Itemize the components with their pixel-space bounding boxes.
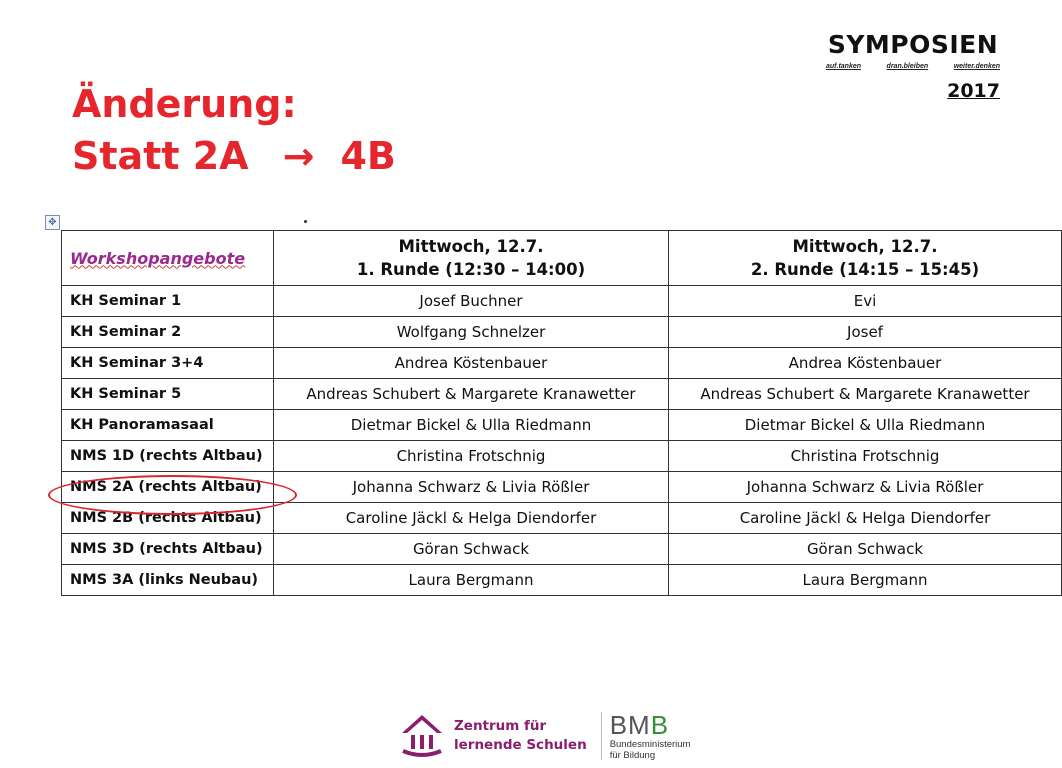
- round-2-cell: Dietmar Bickel & Ulla Riedmann: [669, 410, 1062, 441]
- table-row: [62, 410, 1062, 441]
- brand-taglines: [824, 63, 1002, 70]
- heading-line-1: Änderung:: [72, 82, 297, 126]
- brand-title: SYMPOSIEN: [827, 30, 999, 59]
- room-cell: KH Panoramasaal: [62, 410, 274, 441]
- zentrum-line-2: lernende Schulen: [454, 737, 587, 753]
- round-2-cell: Caroline Jäckl & Helga Diendorfer: [669, 503, 1062, 534]
- room-cell: KH Seminar 3+4: [62, 348, 274, 379]
- table-move-handle-icon[interactable]: ✥: [45, 215, 60, 230]
- round-2-cell: Göran Schwack: [669, 534, 1062, 565]
- header-round-2: Mittwoch, 12.7. 2. Runde (14:15 – 15:45): [669, 231, 1062, 286]
- tagline-3: weiter.denken: [953, 63, 1000, 70]
- round-1-cell: Laura Bergmann: [274, 565, 669, 596]
- highlight-ellipse: [48, 475, 297, 515]
- round-1-cell: Andrea Köstenbauer: [274, 348, 669, 379]
- bmb-wordmark: BMB: [609, 710, 670, 740]
- school-house-icon: [400, 713, 444, 759]
- room-cell: NMS 2A (rechts Altbau): [62, 472, 274, 503]
- round-1-cell: Josef Buchner: [274, 286, 669, 317]
- table-row: [62, 441, 1062, 472]
- heading-to: 4B: [340, 134, 396, 178]
- room-cell: KH Seminar 1: [62, 286, 274, 317]
- tagline-1: auf.tanken: [826, 63, 862, 70]
- room-cell: NMS 2B (rechts Altbau): [62, 503, 274, 534]
- heading-from: Statt 2A: [72, 134, 249, 178]
- schedule-table: [61, 230, 1062, 596]
- room-cell: NMS 3A (links Neubau): [62, 565, 274, 596]
- round-2-cell: Evi: [669, 286, 1062, 317]
- bmb-line-1: Bundesministerium: [609, 739, 691, 750]
- room-cell: NMS 1D (rechts Altbau): [62, 441, 274, 472]
- header-round-1: Mittwoch, 12.7. 1. Runde (12:30 – 14:00): [274, 231, 669, 286]
- schedule-table-container: [61, 230, 1030, 602]
- heading-line-2: [72, 130, 396, 182]
- round-1-cell: Caroline Jäckl & Helga Diendorfer: [274, 503, 669, 534]
- table-row: [62, 286, 1062, 317]
- table-row: [62, 534, 1062, 565]
- round-2-cell: Andreas Schubert & Margarete Kranawetter: [669, 379, 1062, 410]
- round-2-cell: Laura Bergmann: [669, 565, 1062, 596]
- round-2-cell: Andrea Köstenbauer: [669, 348, 1062, 379]
- round-1-cell: Andreas Schubert & Margarete Kranawetter: [274, 379, 669, 410]
- header-workshops: Workshopangebote: [62, 231, 274, 286]
- table-header-row: [62, 231, 1062, 286]
- footer-logos: [400, 706, 690, 766]
- bmb-line-2: für Bildung: [609, 750, 656, 761]
- right-arrow-icon: →: [282, 134, 315, 178]
- table-row: [62, 565, 1062, 596]
- room-cell: NMS 3D (rechts Altbau): [62, 534, 274, 565]
- round-2-cell: Christina Frotschnig: [669, 441, 1062, 472]
- zentrum-line-1: Zentrum für: [454, 718, 547, 734]
- symposien-brand: [824, 30, 1002, 102]
- tagline-2: dran.bleiben: [886, 63, 929, 70]
- round-1-cell: Wolfgang Schnelzer: [274, 317, 669, 348]
- round-1-cell: Christina Frotschnig: [274, 441, 669, 472]
- round-1-cell: Göran Schwack: [274, 534, 669, 565]
- table-row: [62, 348, 1062, 379]
- round-2-cell: Johanna Schwarz & Livia Rößler: [669, 472, 1062, 503]
- logo-divider: [601, 712, 602, 760]
- table-row: [62, 317, 1062, 348]
- slide-heading: [72, 78, 396, 182]
- brand-year: 2017: [947, 80, 1000, 102]
- stray-dot: [304, 220, 307, 223]
- round-2-cell: Josef: [669, 317, 1062, 348]
- round-1-cell: Dietmar Bickel & Ulla Riedmann: [274, 410, 669, 441]
- room-cell: KH Seminar 5: [62, 379, 274, 410]
- zentrum-logo: [400, 713, 587, 759]
- table-row: [62, 379, 1062, 410]
- round-1-cell: Johanna Schwarz & Livia Rößler: [274, 472, 669, 503]
- room-cell: KH Seminar 2: [62, 317, 274, 348]
- bmb-logo: [610, 711, 691, 761]
